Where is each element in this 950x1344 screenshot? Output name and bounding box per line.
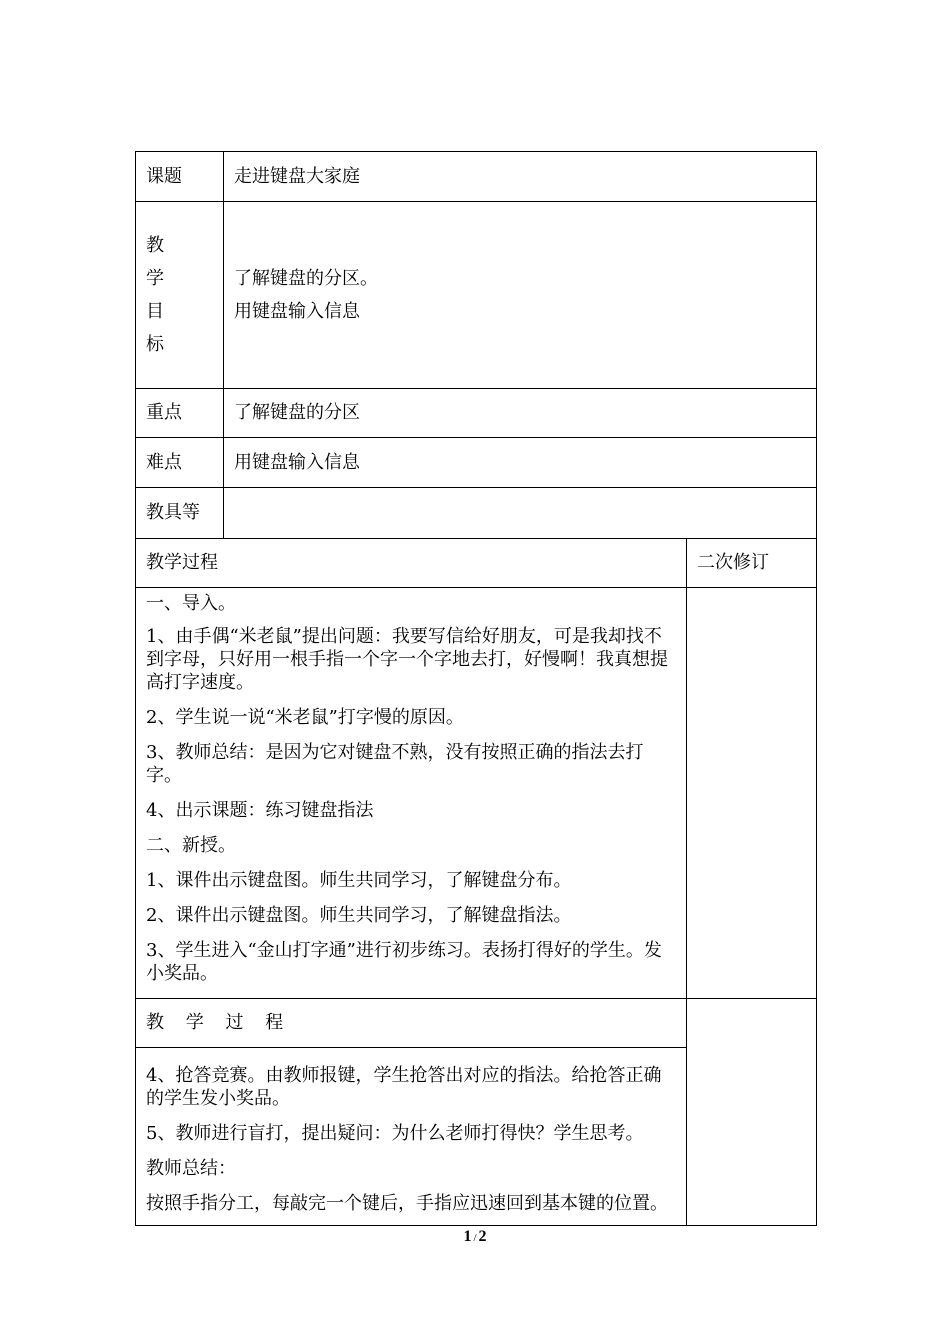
- process-line: 教师总结：: [146, 1158, 236, 1179]
- process-section-2: [136, 1048, 687, 1226]
- tools-row: [136, 488, 817, 539]
- process-section-1: [136, 588, 687, 999]
- key-point-row: [136, 389, 817, 438]
- current-page: 1: [463, 1228, 472, 1245]
- goals-value: [224, 202, 817, 389]
- difficulty-row: [136, 438, 817, 488]
- key-point-value: 了解键盘的分区: [224, 389, 817, 438]
- key-point-label: 重点: [136, 389, 224, 438]
- revision-cell-1: [687, 588, 817, 999]
- process-line: 3、学生进入“金山打字通”进行初步练习。表扬打得好的学生。发小奖品。: [146, 940, 662, 984]
- process-line: 5、教师进行盲打，提出疑问：为什么老师打得快？学生思考。: [146, 1123, 644, 1144]
- tools-value: [224, 488, 817, 539]
- process-line: 4、抢答竞赛。由教师报键，学生抢答出对应的指法。给抢答正确的学生发小奖品。: [146, 1065, 662, 1109]
- topic-row: [136, 152, 817, 202]
- process-line: 一、导入。: [146, 593, 236, 614]
- revision-cell-2: [687, 999, 817, 1226]
- difficulty-value: 用键盘输入信息: [224, 438, 817, 488]
- process-line: 2、课件出示键盘图。师生共同学习，了解键盘指法。: [146, 905, 572, 926]
- topic-value: 走进键盘大家庭: [224, 152, 817, 202]
- process-line: 3、教师总结：是因为它对键盘不熟，没有按照正确的指法去打字。: [146, 742, 644, 786]
- goals-label: [136, 202, 224, 389]
- goals-label-char: 目: [146, 301, 164, 322]
- revision-header-label: 二次修订: [687, 539, 817, 588]
- process-header-label: 教学过程: [136, 539, 687, 588]
- total-pages: 2: [478, 1228, 487, 1245]
- process-header-row: [136, 539, 817, 588]
- process-body-row: [136, 588, 817, 999]
- goal-item: 了解键盘的分区。: [234, 268, 378, 289]
- goals-label-char: 教: [146, 235, 164, 256]
- goals-row: [136, 202, 817, 389]
- process-line: 按照手指分工，每敲完一个键后，手指应迅速回到基本键的位置。: [146, 1193, 668, 1214]
- goals-label-char: 学: [146, 268, 164, 289]
- process-line: 二、新授。: [146, 835, 236, 856]
- tools-label: 教具等: [136, 488, 224, 539]
- page-number: 1 / 2: [463, 1228, 487, 1245]
- process-header-2: 教 学 过 程: [136, 999, 687, 1048]
- difficulty-label: 难点: [136, 438, 224, 488]
- process-line: 4、出示课题：练习键盘指法: [146, 800, 374, 821]
- goal-item: 用键盘输入信息: [234, 301, 360, 322]
- topic-label: 课题: [136, 152, 224, 202]
- lesson-plan-table: [135, 151, 817, 1226]
- process-line: 1、课件出示键盘图。师生共同学习，了解键盘分布。: [146, 870, 572, 891]
- process-line: 1、由手偶“米老鼠”提出问题：我要写信给好朋友，可是我却找不到字母，只好用一根手指一个字一个字地去打，好慢啊！我真想提高打字速度。: [146, 626, 668, 693]
- goals-label-char: 标: [146, 334, 164, 355]
- process-header-2-row: [136, 999, 817, 1048]
- process-line: 2、学生说一说“米老鼠”打字慢的原因。: [146, 707, 464, 728]
